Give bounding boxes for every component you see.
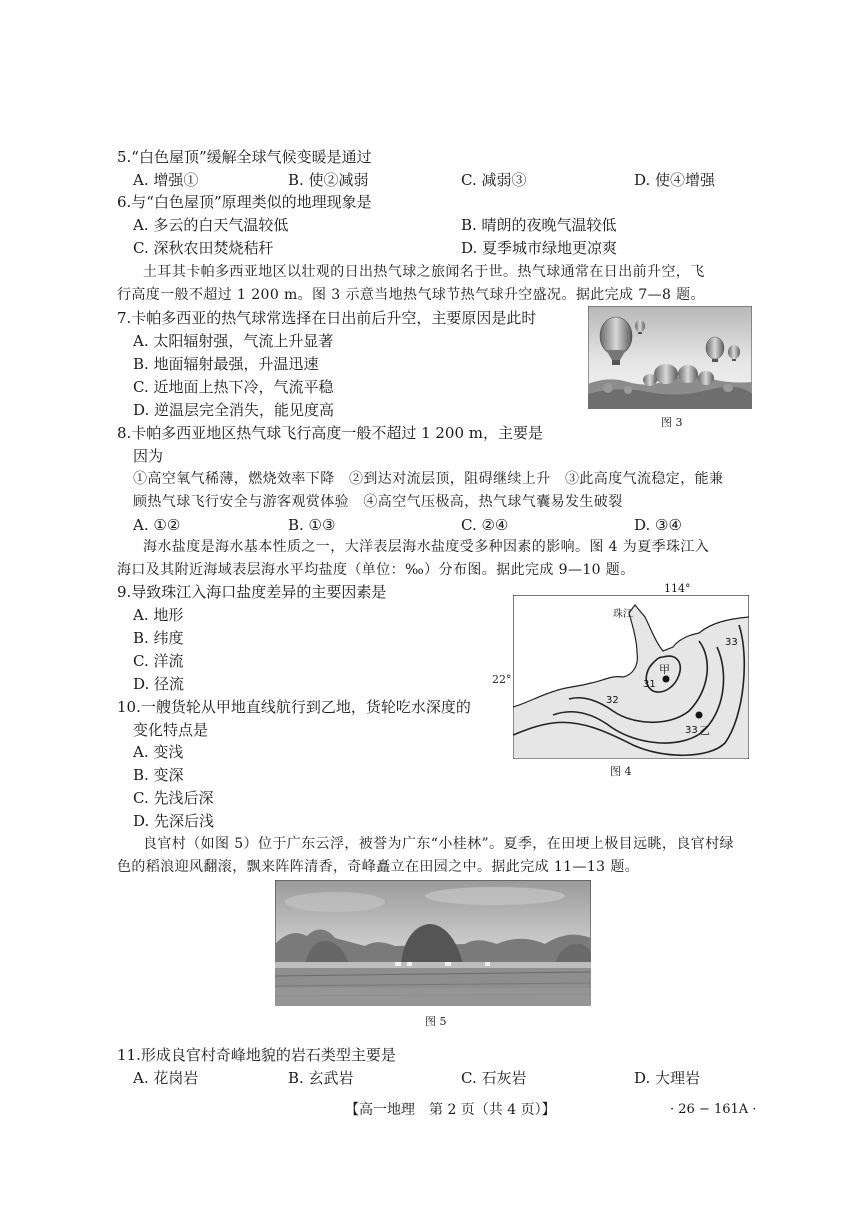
point-b-label: 乙 xyxy=(699,724,710,737)
q8-option-b: B. ①③ xyxy=(288,516,336,534)
question-5-stem: 5.“白色屋顶”缓解全球气候变暖是通过 xyxy=(117,148,372,166)
figure-4-river-label: 珠江 xyxy=(613,609,633,620)
q5-option-b: B. 使②减弱 xyxy=(288,171,369,189)
passage-9-10-line2: 海口及其附近海域表层海水平均盐度（单位：‰）分布图。据此完成 9—10 题。 xyxy=(117,562,635,578)
question-10-stem: 10.一艘货轮从甲地直线航行到乙地，货轮吃水深度的 xyxy=(117,698,471,716)
q8-option-a: A. ①② xyxy=(133,516,181,534)
figure-4-longitude-label: 114° xyxy=(664,582,691,595)
q11-option-d: D. 大理岩 xyxy=(634,1069,701,1087)
passage-9-10-line1: 海水盐度是海水基本性质之一，大洋表层海水盐度受多种因素的影响。图 4 为夏季珠江入 xyxy=(143,539,710,555)
passage-11-13-line1: 良官村（如图 5）位于广东云浮，被誉为广东“小桂林”。夏季，在田埂上极目远眺，良官村绿 xyxy=(143,836,734,852)
q6-option-b: B. 晴朗的夜晚气温较低 xyxy=(461,216,617,234)
q5-option-d: D. 使④增强 xyxy=(634,171,716,189)
q7-option-b: B. 地面辐射最强，升温迅速 xyxy=(133,355,319,373)
q7-option-d: D. 逆温层完全消失，能见度高 xyxy=(133,401,335,419)
figure-5-karst-landscape-image xyxy=(275,880,591,1006)
passage-7-8-line2: 行高度一般不超过 1 200 m。图 3 示意当地热气球节热气球升空盛况。据此完成 7—8 题。 xyxy=(117,287,705,303)
q11-option-a: A. 花岗岩 xyxy=(133,1069,199,1087)
q10-option-b: B. 变深 xyxy=(133,766,184,784)
q9-option-d: D. 径流 xyxy=(133,675,185,693)
question-10-stem-cont: 变化特点是 xyxy=(133,721,209,739)
q9-option-c: C. 洋流 xyxy=(133,652,184,670)
q6-option-c: C. 深秋农田焚烧秸秆 xyxy=(133,239,274,257)
q5-option-c: C. 减弱③ xyxy=(461,171,527,189)
q11-option-c: C. 石灰岩 xyxy=(461,1069,527,1087)
q10-option-d: D. 先深后浅 xyxy=(133,812,215,830)
q8-option-c: C. ②④ xyxy=(461,516,509,534)
q10-option-c: C. 先浅后深 xyxy=(133,789,214,807)
figure-4-salinity-map xyxy=(513,595,749,759)
point-a-label: 甲 xyxy=(659,663,670,676)
isoline-label-31: 31 xyxy=(643,679,656,690)
question-11-stem: 11.形成良官村奇峰地貌的岩石类型主要是 xyxy=(117,1046,396,1064)
question-8-stem-cont: 因为 xyxy=(133,447,164,465)
paper-code: · 26 − 161A · xyxy=(670,1102,757,1117)
question-7-stem: 7.卡帕多西亚的热气球常选择在日出前后升空，主要原因是此时 xyxy=(117,309,537,327)
figure-3-caption: 图 3 xyxy=(661,416,683,429)
q6-option-d: D. 夏季城市绿地更凉爽 xyxy=(461,239,618,257)
q11-option-b: B. 玄武岩 xyxy=(288,1069,354,1087)
isoline-label-33-east: 33 xyxy=(725,637,738,648)
passage-11-13-line2: 色的稻浪迎风翻滚，飘来阵阵清香，奇峰矗立在田园之中。据此完成 11—13 题。 xyxy=(117,859,640,875)
figure-3-hot-air-balloons-image xyxy=(588,306,752,409)
q7-option-a: A. 太阳辐射强，气流上升显著 xyxy=(133,332,334,350)
q10-option-a: A. 变浅 xyxy=(133,743,184,761)
question-6-stem: 6.与“白色屋顶”原理类似的地理现象是 xyxy=(117,193,372,211)
q9-option-a: A. 地形 xyxy=(133,606,184,624)
figure-4-caption: 图 4 xyxy=(610,765,632,778)
q7-option-c: C. 近地面上热下冷，气流平稳 xyxy=(133,378,334,396)
q8-items-line2: 顾热气球飞行安全与游客观赏体验 ④高空气压极高，热气球气囊易发生破裂 xyxy=(133,494,623,510)
figure-5-caption: 图 5 xyxy=(425,1015,447,1028)
q8-items-line1: ①高空氧气稀薄，燃烧效率下降 ②到达对流层顶，阻碍继续上升 ③此高度气流稳定，能兼 xyxy=(133,471,724,487)
q9-option-b: B. 纬度 xyxy=(133,629,184,647)
q5-option-a: A. 增强① xyxy=(133,171,199,189)
isoline-label-32: 32 xyxy=(606,695,619,706)
page-footer: 【高一地理 第 2 页（共 4 页）】 xyxy=(345,1102,556,1118)
question-8-stem: 8.卡帕多西亚地区热气球飞行高度一般不超过 1 200 m，主要是 xyxy=(117,424,544,442)
isoline-label-33-south: 33 xyxy=(685,725,698,736)
figure-4-latitude-label: 22° xyxy=(492,673,512,686)
question-9-stem: 9.导致珠江入海口盐度差异的主要因素是 xyxy=(117,583,387,601)
passage-7-8-line1: 土耳其卡帕多西亚地区以壮观的日出热气球之旅闻名于世。热气球通常在日出前升空，飞 xyxy=(143,264,705,280)
q6-option-a: A. 多云的白天气温较低 xyxy=(133,216,289,234)
q8-option-d: D. ③④ xyxy=(634,516,682,534)
